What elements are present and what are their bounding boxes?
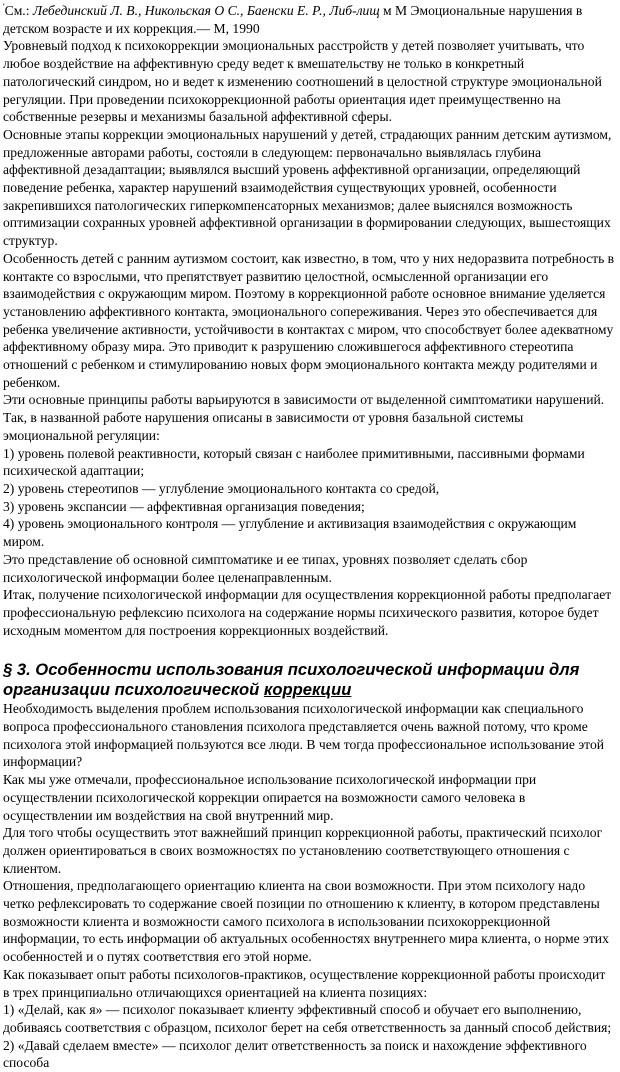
document-page: [3, 2, 615, 1072]
footnote-citation: м М Эмоциональные нарушения в детском возрасте и их коррекция.— М, 1990: [3, 3, 583, 36]
paragraph: Как мы уже отмечали, профессиональное использование психологической информации при осуществлении психологической коррекции опирается на возможности самого человека в осуществлении им воздействия на свой внутренний мир.: [3, 772, 537, 823]
paragraph: Уровневый подход к психокоррекции эмоциональных расстройств у детей позволяет учитывать, что любое воздействие на аффективную среду ведет к вмешательству не только в конкретный патологический синдром, но и ведет к изменению соотношений в целостной структуре эмоциональной регуляции. При проведении психокоррекционной работы ориентация идет преимущественно на собственные резервы и механизмы базальной аффективной сферы.: [3, 38, 602, 125]
list-item: 2) «Давай сделаем вместе» — психолог делит ответственность за поиск и нахождение эффективного способа: [3, 1037, 587, 1071]
paragraph: Основные этапы коррекции эмоциональных нарушений у детей, страдающих ранним детским аутизмом, предложенные авторами работы, состояли в следующем: первоначально выявлялась глубина аффективной дезадаптации; выявлялся высший уровень аффективной организации, определяющий поведение ребенка, характер нарушений взаимодействия существующих уровней, особенности закрепившихся патологических гиперкомпенсаторных механизмов; далее выяснялся возможность оптимизации сохранных уровней аффективной организации в формировании следующих, вышестоящих структур.: [3, 126, 612, 249]
paragraph: Итак, получение психологической информации для осуществления коррекционной работы предполагает профессиональную рефлексию психолога на содержание нормы психического развития, которое будет исходным моментом для построения коррекционных воздействий.: [3, 587, 612, 638]
paragraph: Особенность детей с ранним аутизмом состоит, как известно, в том, что у них недоразвита потребность в контакте со взрослыми, что препятствует развитию целостной, осмысленной организации его взаимодействия с окружающим миром. Поэтому в коррекционной работе основное внимание уделяется установлению аффективного контакта, эмоционального сопереживания. Через это обеспечивается для ребенка увеличение активности, устойчивости в контактах с миром, что способствует более адекватному аффективному образу мира. Это приводит к разрушению сложившегося аффективного стереотипа отношений с ребенком и стимулированию новых форм эмоционального контакта между родителями и ребенком.: [3, 250, 615, 390]
paragraph: Это представление об основной симптоматике и ее типах, уровнях позволяет сделать сбор психологической информации более целенаправленным.: [3, 551, 528, 585]
list-item: 1) уровень полевой реактивности, который связан с наиболее примитивными, пассивными формами психической адаптации;: [3, 445, 585, 479]
section-heading-text: § 3. Особенности использования психологической информации для организации психологической: [3, 660, 580, 699]
footnote-prefix: См.:: [4, 3, 33, 18]
footnote: [3, 2, 615, 37]
paragraph: Необходимость выделения проблем использования психологической информации как специального вопроса профессионального становления психолога представляется очень важной потому, что кроме психолога этой информацией пользуются все люди. В чем тогда профессиональное использование этой информации?: [3, 701, 605, 770]
paragraph: Отношения, предполагающего ориентацию клиента на свои возможности. При этом психологу надо четко рефлексировать то содержание своей позиции по отношению к клиенту, в котором представлены возможности клиента и возможности самого психолога в использовании психокоррекционной информации, то есть информации об актуальных особенностях внутреннего мира клиента, о норме этих особенностей и о путях соответствия его этой норме.: [3, 878, 609, 965]
paragraph: Как показывает опыт работы психологов-практиков, осуществление коррекционной работы происходит в трех принципиально отличающихся ориентацией на клиента позициях:: [3, 966, 606, 1000]
paragraph: Эти основные принципы работы варьируются в зависимости от выделенной симптоматики нарушений. Так, в названной работе нарушения описаны в зависимости от уровня базальной системы эмоциональной регуляции:: [3, 392, 605, 443]
list-item: 4) уровень эмоционального контроля — углубление и активизация взаимодействия с окружающим миром.: [3, 516, 577, 550]
footnote-mark: ': [3, 2, 5, 12]
section-heading-link[interactable]: коррекции: [263, 679, 352, 699]
section-heading: [3, 660, 615, 699]
list-item: 1) «Делай, как я» — психолог показывает клиенту эффективный способ и обучает его выполнению, добиваясь соответствия с образцом, психолог берет на себя ответственность за данный способ действия;: [3, 1002, 612, 1035]
footnote-authors: Лебединский Л. В., Никольская О С., Баенски Е. Р., Либ-лищ: [32, 3, 380, 18]
list-item: 2) уровень стереотипов — углубление эмоционального контакта со средой,: [3, 480, 440, 496]
paragraph: Для того чтобы осуществить этот важнейший принцип коррекционной работы, практический психолог должен ориентироваться в своих возможностях по установлению соответствующего отношения с клиентом.: [3, 825, 603, 876]
list-item: 3) уровень экспансии — аффективная организация поведения;: [3, 498, 365, 514]
